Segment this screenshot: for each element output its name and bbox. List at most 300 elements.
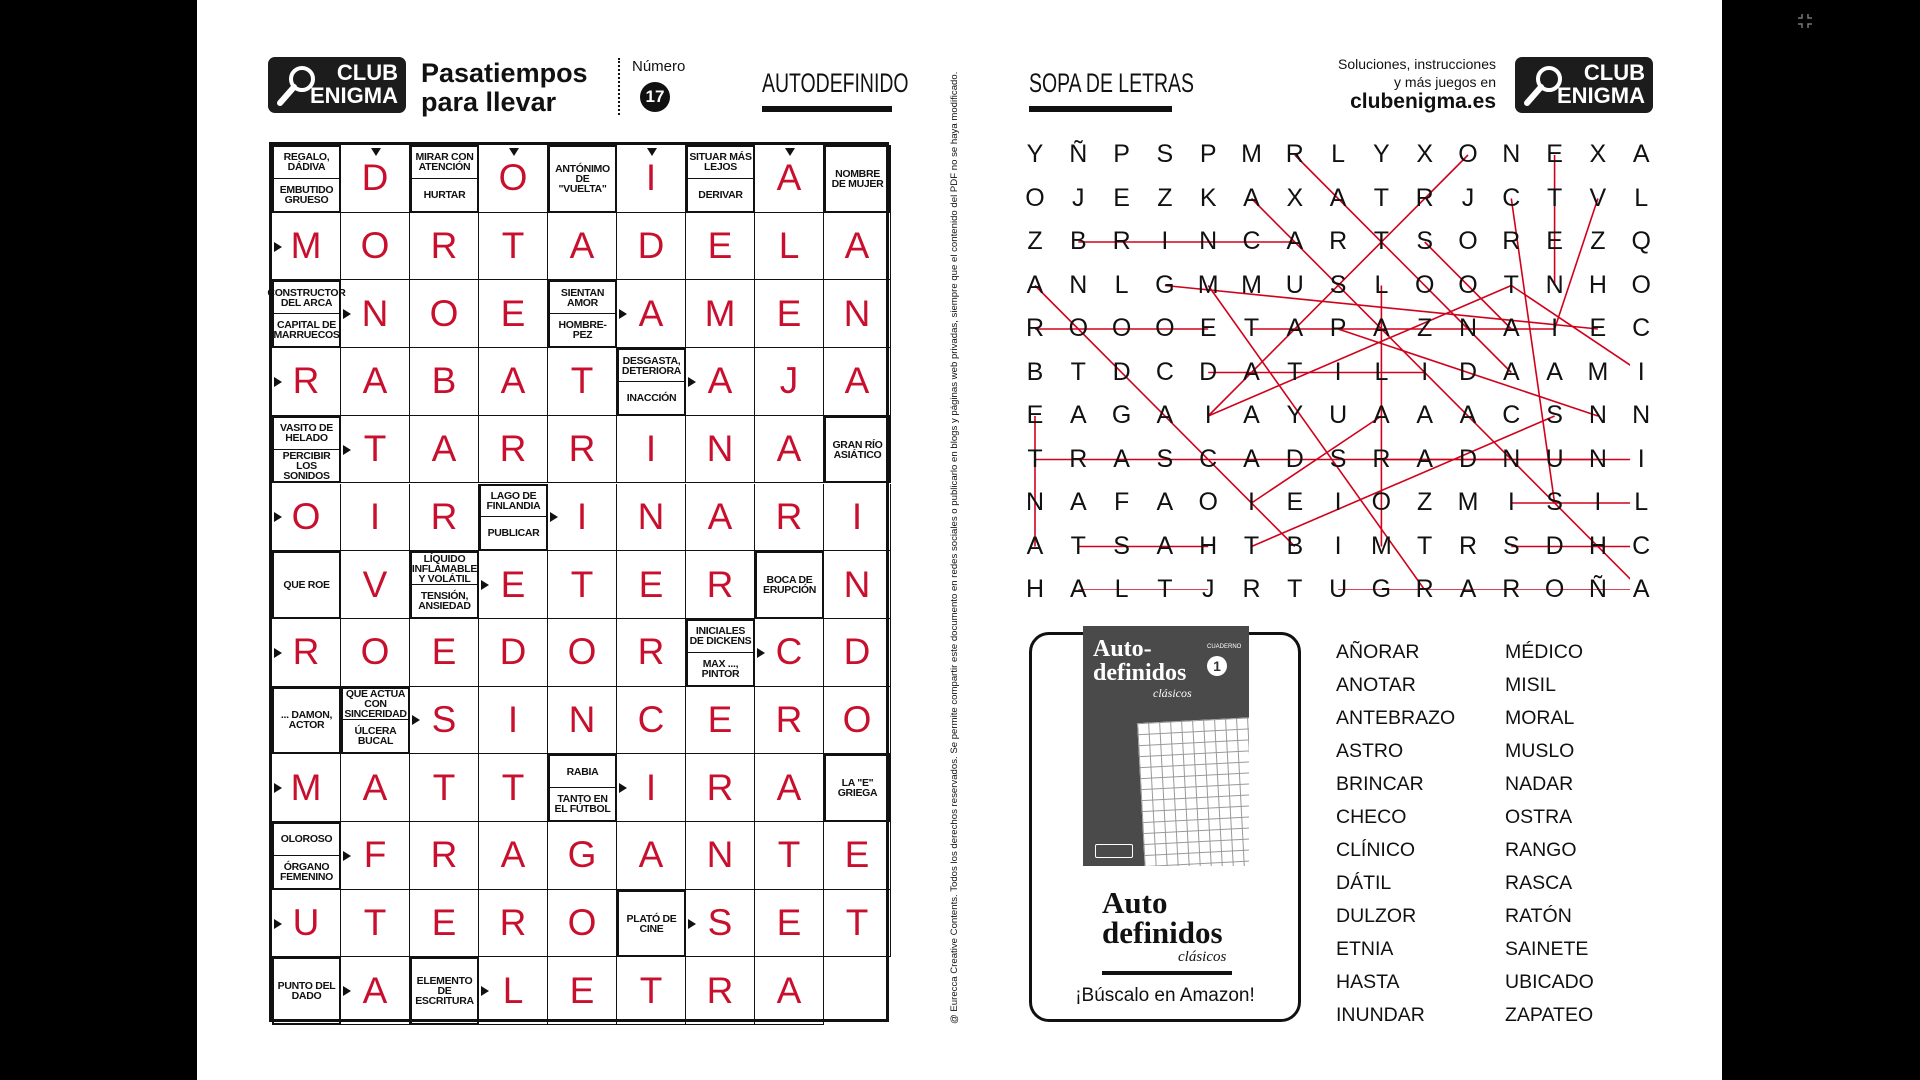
answer-cell: O (341, 213, 410, 281)
answer-cell: T (341, 416, 410, 484)
copyright-vertical (949, 58, 963, 1024)
clue-cell (686, 145, 755, 213)
book-tag: CUADERNO (1207, 644, 1242, 650)
answer-cell: N (548, 687, 617, 755)
answer-cell: T (755, 822, 824, 890)
letter: C (1502, 183, 1521, 212)
letter: N (1502, 140, 1521, 168)
logo-line1: CLUB (336, 60, 398, 85)
letter: C (1632, 314, 1651, 342)
answer-cell: L (755, 213, 824, 281)
letter: E (1546, 227, 1563, 255)
letter: O (1198, 488, 1218, 516)
letter: I (1248, 488, 1255, 516)
letter: S (1329, 270, 1347, 299)
clue-text: ELEMENTO DE ESCRITURA (415, 975, 474, 1008)
letter: T (1157, 575, 1173, 603)
letter: X (1416, 140, 1434, 168)
arrow-down-icon (509, 148, 519, 156)
answer-cell: C (755, 619, 824, 687)
word-list-item: MISIL (1505, 674, 1556, 696)
answer-cell: N (617, 484, 686, 552)
letter: U (1545, 444, 1564, 473)
word-list-item: RATÓN (1505, 905, 1572, 927)
autodefinido-grid (269, 142, 889, 1022)
letter: A (1243, 183, 1260, 212)
book-title-2: definidos (1093, 660, 1187, 686)
book-cover (1083, 626, 1249, 866)
answer-cell: A (755, 416, 824, 484)
letter: T (1503, 270, 1519, 299)
letter: O (1458, 270, 1478, 299)
letter: R (1112, 227, 1131, 255)
answer-cell: L (479, 957, 548, 1025)
letter: O (1111, 314, 1132, 342)
book-title-1: Auto- (1093, 636, 1152, 662)
letter: Z (1590, 227, 1606, 255)
promo-site-link[interactable]: clubenigma.es (1350, 90, 1496, 113)
letter: A (1243, 401, 1260, 429)
answer-cell: R (686, 551, 755, 619)
letter: S (1546, 401, 1563, 429)
answer-cell: R (755, 484, 824, 552)
letter: M (1197, 270, 1219, 299)
letter: B (1286, 531, 1304, 560)
clue-text: INACCIÓN (626, 391, 677, 404)
letter: S (1156, 140, 1174, 168)
arrow-right-icon (481, 986, 489, 996)
answer-cell: E (686, 687, 755, 755)
answer-cell: D (479, 619, 548, 687)
answer-cell: O (548, 890, 617, 958)
clue-cell (686, 619, 755, 687)
clue-text: CONSTRUCTOR DEL ARCA (274, 282, 339, 314)
answer-cell: R (479, 416, 548, 484)
letter: U (1329, 575, 1348, 603)
letter: N (1502, 444, 1521, 473)
clue-text: VASITO DE HELADO (274, 418, 339, 450)
letter: R (1372, 444, 1391, 473)
answer-cell: A (479, 348, 548, 416)
arrow-right-icon (757, 648, 765, 658)
answer-cell: U (272, 890, 341, 958)
word-list-col2 (1505, 636, 1594, 1032)
clue-cell (272, 687, 341, 755)
book-subtitle: clásicos (1153, 686, 1192, 700)
letter: L (1634, 183, 1649, 212)
answer-cell: E (755, 890, 824, 958)
arrow-down-icon (785, 148, 795, 156)
letter: M (1370, 531, 1392, 560)
letter: A (1286, 314, 1304, 342)
letter: R (1285, 140, 1304, 168)
letter: I (1204, 401, 1212, 429)
letter: Q (1631, 227, 1651, 255)
arrow-right-icon (619, 309, 627, 319)
answer-cell: A (686, 484, 755, 552)
letter: R (1415, 183, 1434, 212)
letter: A (1502, 314, 1520, 342)
copyright-text: @ Eurecca Creative Contents. Todos los derechos reservados. Se permite compartir este documento en redes sociales o publicarlo en blogs y páginas web privadas, siempre que el contenido del PDF no se haya modificado. (949, 71, 960, 1024)
letter: D (1199, 357, 1218, 386)
section-autodefinido: AUTODEFINIDO (762, 68, 909, 98)
clue-text: SIENTAN AMOR (550, 282, 615, 314)
answer-cell: A (824, 348, 891, 416)
letter: I (1551, 314, 1559, 342)
word-list-item: DÁTIL (1336, 872, 1392, 894)
letter: R (1415, 575, 1434, 603)
solution-line (1555, 199, 1598, 330)
letter: A (1416, 401, 1434, 429)
letter: Z (1027, 227, 1043, 255)
letter: N (1632, 401, 1651, 429)
letter: L (1114, 575, 1129, 603)
letter: H (1199, 531, 1218, 560)
arrow-right-icon (688, 919, 696, 929)
answer-cell: R (272, 348, 341, 416)
letter: A (1026, 270, 1044, 299)
club-enigma-logo-left (268, 57, 406, 113)
answer-cell: N (686, 822, 755, 890)
clue-text: SITUAR MÁS LEJOS (688, 147, 753, 179)
arrow-right-icon (343, 445, 351, 455)
word-list-item: INUNDAR (1336, 1004, 1425, 1026)
amazon-ad[interactable] (1029, 632, 1301, 1022)
answer-cell: E (410, 890, 479, 958)
letter: A (1286, 227, 1304, 255)
letter: F (1113, 488, 1130, 516)
letter: G (1155, 270, 1175, 299)
clue-cell (617, 348, 686, 416)
clue-text: PLATÓ DE CINE (626, 912, 677, 935)
clue-cell (755, 551, 824, 619)
answer-cell: S (686, 890, 755, 958)
clue-text: NOMBRE DE MUJER (831, 167, 884, 190)
word-list-item: ANTEBRAZO (1336, 707, 1456, 729)
arrow-right-icon (274, 648, 282, 658)
letter: C (1199, 444, 1218, 473)
letter: J (1072, 183, 1085, 212)
answer-cell: E (755, 280, 824, 348)
answer-cell: G (548, 822, 617, 890)
clue-text: ANTÓNIMO DE "VUELTA" (555, 162, 610, 195)
letter: J (1201, 575, 1215, 603)
answer-cell: T (479, 754, 548, 822)
amazon-cta[interactable]: ¡Búscalo en Amazon! (1075, 985, 1255, 1006)
letter: Z (1417, 314, 1433, 342)
letter: I (1507, 488, 1515, 516)
answer-cell: A (617, 280, 686, 348)
clue-text: CAPITAL DE MARRUECOS (273, 319, 340, 342)
letter: D (1285, 444, 1304, 473)
letter: N (1458, 314, 1478, 342)
answer-cell: D (617, 213, 686, 281)
clue-cell (824, 754, 891, 822)
letter: I (1334, 531, 1342, 560)
clue-cell (341, 687, 410, 755)
answer-cell: A (341, 957, 410, 1025)
letter: O (1414, 270, 1435, 299)
answer-cell: I (479, 687, 548, 755)
answer-cell: N (341, 280, 410, 348)
answer-cell: A (755, 145, 824, 213)
letter: T (1373, 183, 1390, 212)
letter: E (1026, 401, 1044, 429)
answer-cell: R (617, 619, 686, 687)
answer-cell: R (755, 687, 824, 755)
clue-text: LÍQUIDO INFLAMABLE Y VOLÁTIL (411, 552, 478, 585)
letter: Ñ (1588, 575, 1607, 603)
answer-cell: A (341, 348, 410, 416)
answer-cell: R (410, 822, 479, 890)
letter: O (1371, 488, 1392, 516)
letter: A (1243, 357, 1260, 386)
book-page-thumbnail (1137, 717, 1249, 866)
answer-cell: A (548, 213, 617, 281)
logo-line2: ENIGMA (1557, 83, 1645, 108)
answer-cell: R (479, 890, 548, 958)
section-sopa-bar (1029, 106, 1172, 112)
clue-text: QUE ROE (283, 579, 330, 592)
answer-cell: F (341, 822, 410, 890)
section-autodefinido-bar (762, 106, 892, 112)
letter: U (1285, 270, 1304, 299)
clue-cell (824, 145, 891, 213)
clue-cell (410, 145, 479, 213)
letter: I (1594, 488, 1602, 516)
word-list-item: UBICADO (1505, 971, 1594, 993)
clue-cell (479, 484, 548, 552)
letter: T (1373, 227, 1390, 255)
answer-cell: O (824, 687, 891, 755)
clue-text: DERIVAR (698, 188, 743, 201)
clue-cell (410, 551, 479, 619)
letter: S (1329, 444, 1347, 473)
answer-cell: T (410, 754, 479, 822)
answer-cell: J (755, 348, 824, 416)
letter: N (1025, 488, 1045, 516)
clue-text: DESGASTA, DETERIORA (619, 350, 684, 382)
answer-cell: A (617, 822, 686, 890)
letter: D (1545, 531, 1564, 560)
letter: A (1546, 357, 1563, 386)
answer-cell: O (479, 145, 548, 213)
word-list-item: CLÍNICO (1336, 839, 1416, 861)
letter: Y (1286, 401, 1304, 429)
word-list-item: MÉDICO (1505, 641, 1583, 663)
word-list-item: MUSLO (1505, 740, 1575, 762)
word-list-item: NADAR (1505, 773, 1574, 795)
word-list-item: CHECO (1336, 806, 1407, 828)
letter: L (1114, 270, 1129, 299)
letter: R (1329, 227, 1348, 255)
exit-fullscreen-icon[interactable] (1797, 13, 1813, 29)
arrow-right-icon (550, 512, 558, 522)
letter: R (1242, 575, 1261, 603)
letter: H (1588, 270, 1607, 299)
title-line2: para llevar (421, 87, 557, 117)
ad-divider (1102, 971, 1232, 975)
arrow-down-icon (647, 148, 657, 156)
letter: A (1502, 357, 1520, 386)
letter: A (1329, 183, 1347, 212)
answer-cell: I (341, 484, 410, 552)
letter: M (1241, 270, 1262, 299)
word-list-item: HASTA (1336, 971, 1400, 993)
word-list-item: ASTRO (1336, 740, 1404, 762)
answer-cell: M (272, 754, 341, 822)
letter: I (1421, 357, 1429, 386)
letter: X (1286, 183, 1304, 212)
letter: I (1334, 488, 1342, 516)
letter: I (1161, 227, 1169, 255)
letter: P (1329, 314, 1347, 342)
logo-line2: ENIGMA (310, 83, 398, 108)
clue-cell (272, 957, 341, 1025)
clue-cell (272, 145, 341, 213)
letter: S (1502, 531, 1520, 560)
clue-text: OLOROSO (274, 824, 339, 856)
answer-cell: M (686, 280, 755, 348)
word-list-col1 (1336, 636, 1455, 1032)
clue-text: ÓRGANO FEMENINO (279, 860, 334, 883)
letter: A (1373, 314, 1390, 342)
word-list-item: BRINCAR (1336, 773, 1424, 795)
clue-text: TANTO EN EL FÚTBOL (554, 793, 611, 816)
letter: I (1637, 444, 1645, 473)
answer-cell: O (410, 280, 479, 348)
letter: T (1546, 183, 1563, 212)
letter: N (1545, 270, 1564, 299)
letter: E (1113, 183, 1130, 212)
clue-text: REGALO, DÁDIVA (274, 147, 339, 179)
clue-cell (272, 551, 341, 619)
answer-cell: N (824, 551, 891, 619)
letter: C (1502, 401, 1521, 429)
arrow-right-icon (481, 580, 489, 590)
letter: O (1458, 140, 1478, 168)
answer-cell: A (341, 754, 410, 822)
clue-text: TENSIÓN, ANSIEDAD (418, 589, 471, 612)
logo-line1: CLUB (1583, 60, 1645, 85)
letter: T (1243, 314, 1260, 342)
arrow-right-icon (274, 242, 282, 252)
clue-text: HOMBRE-PEZ (558, 319, 607, 342)
letter: E (1199, 314, 1217, 342)
letter: N (1588, 401, 1607, 429)
answer-cell: T (617, 957, 686, 1025)
letter: U (1329, 401, 1348, 429)
word-list-item: SAINETE (1505, 938, 1589, 960)
answer-cell: E (548, 957, 617, 1025)
answer-cell: M (272, 213, 341, 281)
word-list-item: ANOTAR (1336, 674, 1416, 696)
letter: S (1156, 444, 1174, 473)
letter: C (1632, 531, 1651, 560)
letter: R (1458, 531, 1478, 560)
clue-text: PUNTO DEL DADO (277, 980, 336, 1003)
letter: T (1287, 575, 1303, 603)
letter: A (1632, 140, 1650, 168)
letter: O (1068, 314, 1089, 342)
letter: A (1459, 575, 1477, 603)
ad-title-1: Auto (1102, 885, 1168, 920)
letter: B (1069, 227, 1087, 255)
letter: T (1070, 357, 1086, 386)
clue-text: EMBUTIDO GRUESO (279, 183, 334, 206)
letter: R (1069, 444, 1088, 473)
letter: T (1070, 531, 1086, 560)
letter: T (1027, 444, 1043, 473)
answer-cell: O (272, 484, 341, 552)
answer-cell: R (548, 416, 617, 484)
clue-cell (548, 754, 617, 822)
letter: M (1241, 140, 1262, 168)
clue-text: HURTAR (423, 188, 466, 201)
letter: L (1331, 140, 1346, 168)
answer-cell: A (686, 348, 755, 416)
letter: N (1199, 227, 1218, 255)
letter: I (1334, 357, 1342, 386)
word-list-item: RANGO (1505, 839, 1577, 861)
answer-cell: A (755, 754, 824, 822)
answer-cell: I (824, 484, 891, 552)
word-list-item: MORAL (1505, 707, 1575, 729)
letter: A (1459, 401, 1477, 429)
clue-cell (272, 822, 341, 890)
answer-cell: D (824, 619, 891, 687)
clue-text: ÚLCERA BUCAL (354, 725, 397, 748)
letter: S (1416, 227, 1434, 255)
letter: R (1502, 227, 1521, 255)
arrow-right-icon (274, 512, 282, 522)
letter: T (1243, 531, 1260, 560)
letter: D (1112, 357, 1131, 386)
arrow-down-icon (371, 148, 381, 156)
letter: E (1546, 140, 1563, 168)
letter: C (1155, 357, 1174, 386)
letter: O (1155, 314, 1175, 342)
clue-text: PUBLICAR (487, 527, 540, 540)
answer-cell: I (617, 145, 686, 213)
arrow-right-icon (274, 783, 282, 793)
answer-cell: E (410, 619, 479, 687)
letter: L (1374, 270, 1389, 299)
clue-text: LAGO DE FINLANDIA (481, 486, 546, 518)
letter: A (1632, 575, 1650, 603)
answer-cell: T (341, 890, 410, 958)
letter: T (1287, 357, 1303, 386)
word-list-item: ZAPATEO (1505, 1004, 1594, 1026)
word-list-item: ETNIA (1336, 938, 1394, 960)
letter: Y (1026, 140, 1044, 168)
clue-cell (548, 280, 617, 348)
letter: P (1113, 140, 1130, 168)
letter: H (1588, 531, 1607, 560)
answer-cell: T (824, 890, 891, 958)
letter: N (1069, 270, 1088, 299)
clue-text: GRAN RÍO ASIÁTICO (832, 438, 883, 461)
letter: A (1069, 401, 1087, 429)
letter: V (1589, 183, 1607, 212)
letter: M (1457, 488, 1479, 516)
ad-title-2: definidos (1102, 915, 1223, 950)
letter: A (1069, 488, 1087, 516)
clue-text: RABIA (550, 756, 615, 788)
answer-cell: C (617, 687, 686, 755)
answer-cell: E (617, 551, 686, 619)
answer-cell: I (548, 484, 617, 552)
